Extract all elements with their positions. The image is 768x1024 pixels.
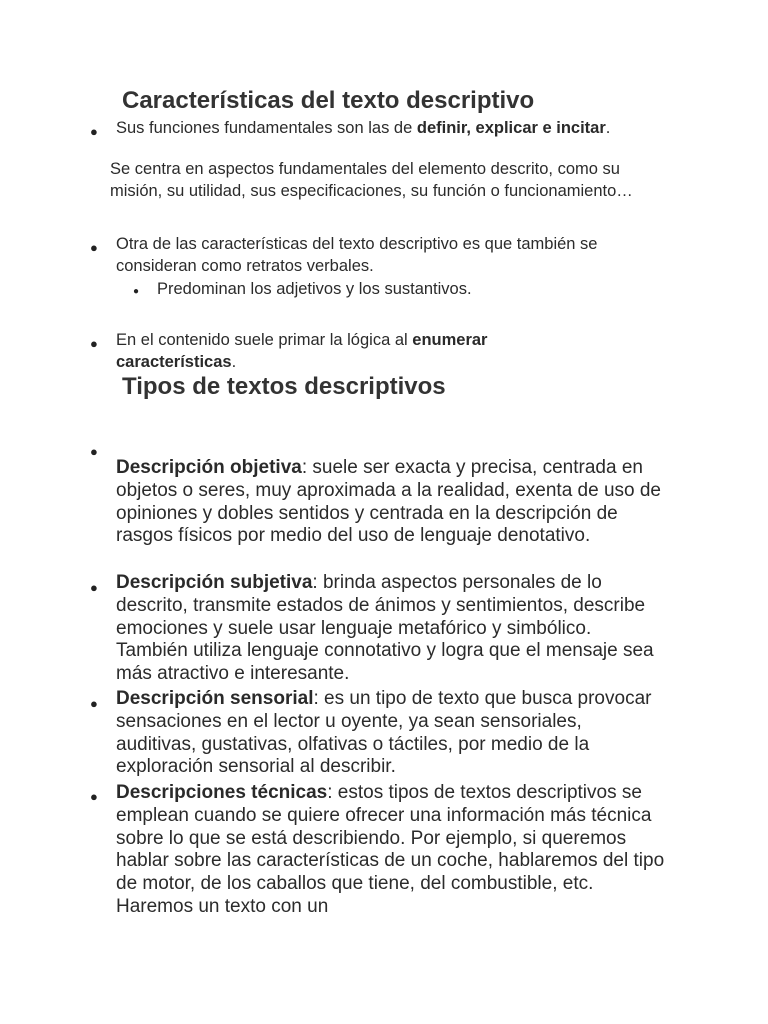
item-text: : brinda aspectos personales de lo descrito, transmite estados de ánimos y sentimientos, describe emociones y suele usar lenguaje metafórico y simbólico. También utiliza lenguaje connotativo y logra que el mensaje sea más atractivo e interesante. [116, 572, 654, 685]
list-item-verbal-portraits: Otra de las características del texto descriptivo es que también se consideran como retratos verbales. [116, 235, 598, 275]
section-2-title: Tipos de textos descriptivos [122, 373, 446, 400]
item-text: : estos tipos de textos descriptivos se emplean cuando se quiere ofrecer una información más técnica sobre lo que se está describiendo. Por ejemplo, si queremos hablar sobre las características de un coche, hablaremos del tipo de motor, de los caballos que tiene, del combustible, etc. Haremos un texto con un [116, 782, 665, 917]
item-text: : suele ser exacta y precisa, centrada en objetos o seres, muy aproximada a la realidad, exenta de uso de opiniones y dobles sentidos y centrada en la descripción de rasgos físicos por medio del uso de lenguaje denotativo. [116, 457, 661, 547]
item-text-end: . [231, 353, 237, 371]
item-text: Sus funciones fundamentales son las de [116, 119, 417, 137]
item-text: En el contenido suele primar la lógica al [116, 331, 413, 349]
item-bold-text: Descripción sensorial [116, 688, 314, 709]
sub-bullet-icon: ● [133, 286, 140, 297]
bullet-icon: ● [90, 240, 98, 255]
item-text-end: . [605, 119, 611, 137]
bullet-icon: ● [90, 789, 98, 804]
list-item-logic [116, 329, 556, 373]
item-bold-text: definir, explicar e incitar [416, 119, 606, 137]
bullet-icon: ● [90, 696, 98, 711]
item-bold-text: enumerar características [116, 331, 488, 371]
bullet-icon: ● [90, 336, 98, 351]
section-1-title: Características del texto descriptivo [122, 87, 535, 114]
list-item-objective [116, 457, 666, 548]
item-bold-text: Descripciones técnicas [116, 782, 328, 803]
sub-list-item: Predominan los adjetivos y los sustantivos. [157, 280, 472, 298]
bullet-icon: ● [90, 444, 98, 459]
item-bold-text: Descripción objetiva [116, 457, 302, 478]
list-item-sensorial [116, 688, 666, 779]
bullet-icon: ● [90, 580, 98, 595]
list-item-technical [116, 782, 666, 919]
list-item-functions [116, 117, 636, 139]
list-item-subjective [116, 572, 666, 686]
paragraph-focus: Se centra en aspectos fundamentales del elemento descrito, como su misión, su utilidad, sus especificaciones, su función o funcionamiento… [110, 160, 633, 200]
item-text: : es un tipo de texto que busca provocar sensaciones en el lector u oyente, ya sean sensoriales, auditivas, gustativas, olfativas o táctiles, por medio de la exploración sensorial al describir. [116, 688, 652, 778]
bullet-icon: ● [90, 124, 98, 139]
item-bold-text: Descripción subjetiva [116, 572, 313, 593]
